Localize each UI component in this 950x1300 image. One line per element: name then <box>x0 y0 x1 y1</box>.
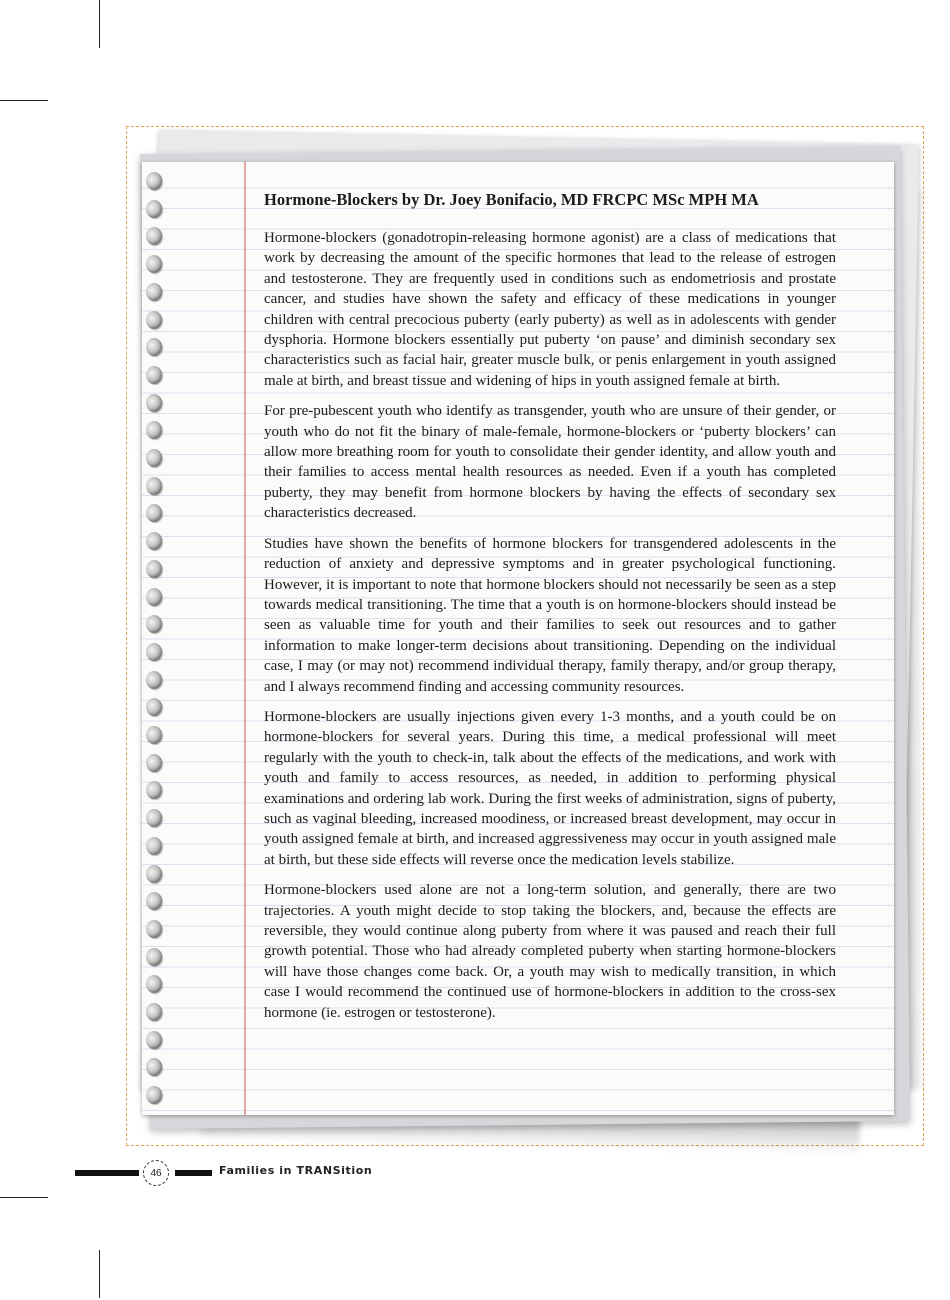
spiral-ring <box>146 172 162 190</box>
spiral-ring <box>146 532 162 550</box>
spiral-ring <box>146 892 162 910</box>
spiral-ring <box>146 421 162 439</box>
spiral-ring <box>146 975 162 993</box>
spiral-ring <box>146 338 162 356</box>
article-title: Hormone-Blockers by Dr. Joey Bonifacio, MD FRCPC MSc MPH MA <box>264 190 759 209</box>
footer-bar-left <box>75 1170 139 1176</box>
spiral-ring <box>146 283 162 301</box>
spiral-binding <box>142 162 168 1115</box>
spiral-ring <box>146 227 162 245</box>
spiral-ring <box>146 394 162 412</box>
spiral-ring <box>146 255 162 273</box>
footer-bar-right <box>175 1170 212 1176</box>
article <box>264 189 836 1033</box>
crop-mark-left-bottom <box>0 1197 48 1198</box>
spiral-ring <box>146 948 162 966</box>
spiral-ring <box>146 754 162 772</box>
spiral-ring <box>146 1003 162 1021</box>
spiral-ring <box>146 477 162 495</box>
spiral-ring <box>146 366 162 384</box>
spiral-ring <box>146 1031 162 1049</box>
paragraph: For pre-pubescent youth who identify as transgender, youth who are unsure of their gender, or youth who do not fit the binary of male-female, hormone-blockers or ‘puberty blockers’ can allow more breathing room for youth to consolidate their gender identity, and allow youth and their families to access mental health resources as needed. Even if a youth has completed puberty, they may benefit from hormone blockers by having the effects of secondary sex characteristics decreased. <box>264 403 836 522</box>
spiral-ring <box>146 200 162 218</box>
page-number <box>143 1160 169 1186</box>
spiral-ring <box>146 504 162 522</box>
spiral-ring <box>146 671 162 689</box>
spiral-ring <box>146 920 162 938</box>
paragraph: Hormone-blockers used alone are not a long-term solution, and generally, there are two trajectories. A youth might decide to stop taking the blockers, and, because the effects are reversible, they would continue along puberty from where it was paused and reach their full growth potential. Those who had already completed puberty when starting hormone-blockers will have those changes come back. Or, a youth may wish to medically transition, in which case I would recommend the continued use of hormone-blockers in addition to the cross-sex hormone (ie. estrogen or testosterone). <box>264 882 836 1021</box>
spiral-ring <box>146 560 162 578</box>
spiral-ring <box>146 615 162 633</box>
spiral-ring <box>146 449 162 467</box>
crop-mark-bottom <box>99 1250 100 1298</box>
spiral-ring <box>146 726 162 744</box>
paragraph: Studies have shown the benefits of hormone blockers for transgendered adolescents in the reduction of anxiety and depressive symptoms and in greater psychological functioning. However, it is important to note that hormone blockers should not necessarily be seen as a step towards medical transitioning. The time that a youth is on hormone-blockers should instead be seen as valuable time for youth and their families to seek out resources and to gather information to make longer-term decisions about transitioning. Depending on the individual case, I may (or may not) recommend individual therapy, family therapy, and/or group therapy, and I always recommend finding and accessing community resources. <box>264 535 836 695</box>
spiral-ring <box>146 1086 162 1104</box>
spiral-ring <box>146 1058 162 1076</box>
paragraph: Hormone-blockers (gonadotropin-releasing hormone agonist) are a class of medications that work by decreasing the amount of the specific hormones that lead to the release of estrogen and testosterone. They are frequently used in conditions such as endometriosis and prostate cancer, and studies have shown the safety and efficacy of these medications in younger children with central precocious puberty (early puberty) as well as in adolescents with gender dysphoria. Hormone blockers essentially put puberty ‘on pause’ and diminish secondary sex characteristics such as facial hair, greater muscle bulk, or penis enlargement in youth assigned male at birth, and breast tissue and widening of hips in youth assigned female at birth. <box>264 230 836 389</box>
spiral-ring <box>146 837 162 855</box>
paragraph: Hormone-blockers are usually injections given every 1-3 months, and a youth could be on hormone-blockers for several years. During this time, a medical professional will meet regularly with the youth to check-in, talk about the effects of the medications, and work with youth and family to access resources, as needed, in addition to performing physical examinations and ordering lab work. During the first weeks of administration, signs of puberty, such as vaginal bleeding, increased moodiness, or increased breast development, may occur in youth assigned female at birth, and increased aggressiveness may occur in youth assigned male at birth, but these side effects will reverse once the medication levels stabilize. <box>264 708 836 868</box>
crop-mark-top <box>99 0 100 48</box>
publication-title: Families in TRANSition <box>219 1164 373 1177</box>
spiral-ring <box>146 311 162 329</box>
spiral-ring <box>146 865 162 883</box>
page-number-text: 46 <box>150 1167 162 1179</box>
spiral-ring <box>146 698 162 716</box>
spiral-ring <box>146 781 162 799</box>
spiral-ring <box>146 643 162 661</box>
spiral-ring <box>146 809 162 827</box>
margin-line <box>244 162 246 1115</box>
crop-mark-left-top <box>0 100 48 101</box>
spiral-ring <box>146 588 162 606</box>
